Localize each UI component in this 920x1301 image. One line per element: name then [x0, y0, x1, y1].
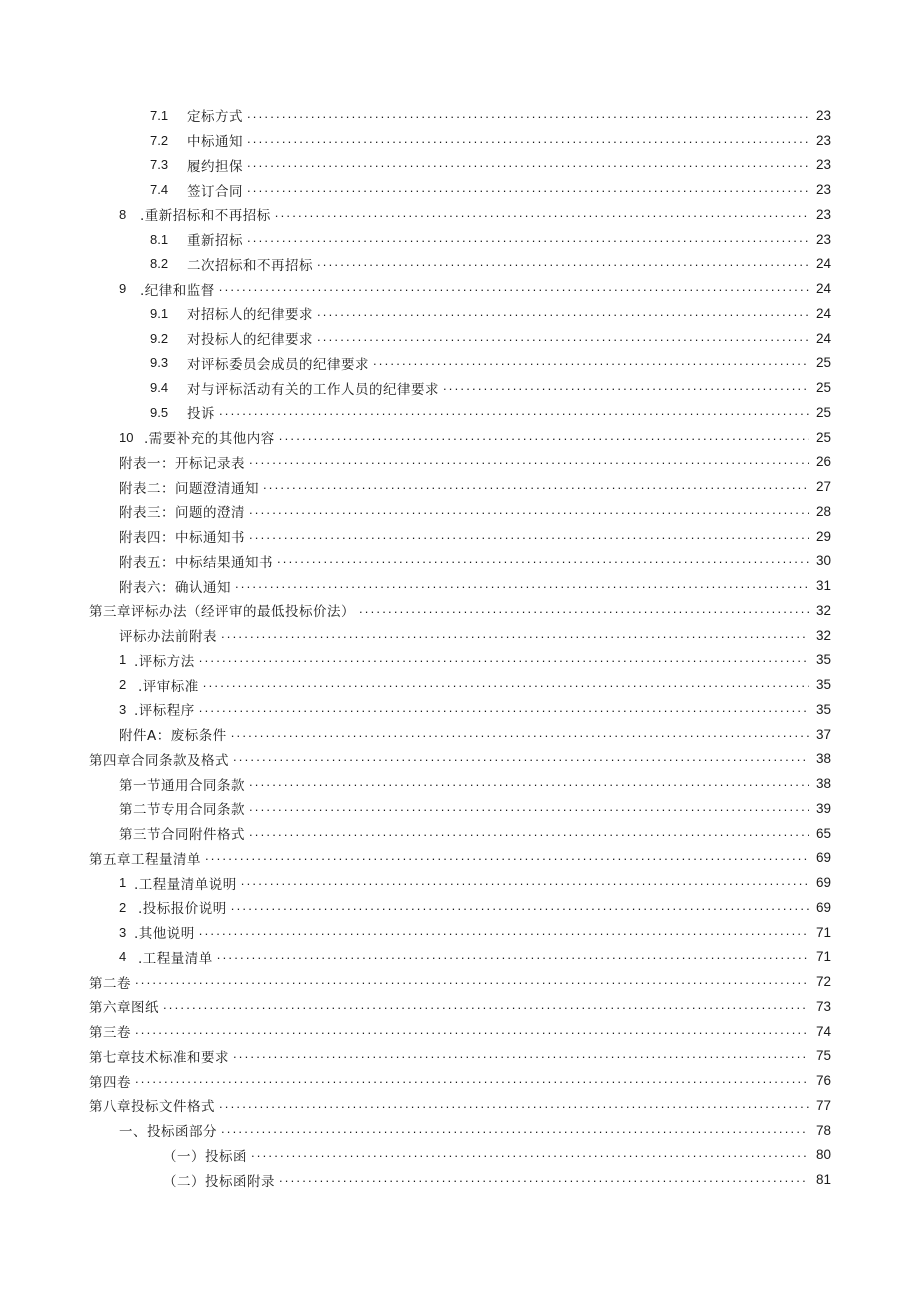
dot-leader [233, 1046, 809, 1061]
toc-entry-number: 4 [119, 949, 127, 965]
toc-entry-page-number: 77 [815, 1097, 831, 1113]
toc-entry-title: .评标方法 [134, 653, 195, 670]
dot-leader [205, 848, 809, 863]
toc-entry-title: 定标方式 [187, 109, 243, 126]
toc-entry-title: 附表六：确认通知 [119, 579, 231, 596]
toc-entry-number: 9 [119, 281, 127, 297]
dot-leader [249, 774, 809, 789]
toc-entry[interactable] [0, 920, 920, 945]
toc-entry-number: 7.3 [150, 157, 169, 173]
toc-entry-number: 8 [119, 206, 127, 222]
toc-entry-title: .工程量清单 [138, 950, 213, 967]
toc-entry[interactable] [0, 128, 920, 153]
toc-entry-title: 第四卷 [89, 1074, 131, 1091]
toc-entry[interactable] [0, 1019, 920, 1044]
toc-entry-title: .需要补充的其他内容 [144, 431, 275, 448]
toc-entry-title: 附件A：废标条件 [119, 728, 227, 745]
toc-entry-title: 第二节专用合同条款 [119, 802, 245, 819]
dot-leader [443, 378, 809, 393]
dot-leader [203, 675, 809, 690]
toc-entry[interactable] [0, 153, 920, 178]
toc-entry-page-number: 73 [815, 998, 831, 1014]
toc-entry[interactable] [0, 1167, 920, 1192]
toc-entry-page-number: 80 [815, 1147, 831, 1163]
toc-entry-title: 评标办法前附表 [119, 629, 217, 646]
toc-entry-number: 8.2 [150, 256, 169, 272]
toc-entry[interactable] [0, 202, 920, 227]
toc-entry[interactable] [0, 549, 920, 574]
dot-leader [247, 131, 809, 146]
dot-leader [249, 824, 809, 839]
dot-leader [247, 180, 809, 195]
toc-entry[interactable] [0, 227, 920, 252]
toc-entry-page-number: 75 [815, 1048, 831, 1064]
toc-entry-page-number: 23 [815, 182, 831, 198]
toc-entry[interactable] [0, 994, 920, 1019]
toc-entry[interactable] [0, 351, 920, 376]
toc-entry-number: 9.5 [150, 404, 169, 420]
toc-entry-number: 10 [119, 429, 134, 445]
toc-entry-title: .评标程序 [134, 703, 195, 720]
toc-entry-page-number: 23 [815, 206, 831, 222]
dot-leader [249, 799, 809, 814]
dot-leader [277, 551, 809, 566]
toc-entry-title: 对与评标活动有关的工作人员的纪律要求 [187, 381, 439, 398]
toc-entry-title: 第七章技术标准和要求 [89, 1049, 229, 1066]
toc-entry-title: 第三章评标办法（经评审的最低投标价法） [89, 604, 355, 621]
toc-entry[interactable] [0, 722, 920, 747]
toc-entry-number: 9.4 [150, 380, 169, 396]
toc-entry-title: 第六章图纸 [89, 1000, 159, 1017]
toc-entry-page-number: 32 [815, 627, 831, 643]
toc-entry-number: 7.4 [150, 182, 169, 198]
toc-entry-title: .重新招标和不再招标 [140, 208, 271, 225]
toc-entry-title: 附表三：问题的澄清 [119, 505, 245, 522]
dot-leader [219, 279, 809, 294]
toc-entry-title: 第二卷 [89, 975, 131, 992]
toc-entry-page-number: 32 [815, 602, 831, 618]
dot-leader [279, 428, 809, 443]
toc-entry-page-number: 30 [815, 553, 831, 569]
dot-leader [199, 923, 809, 938]
toc-entry-page-number: 38 [815, 776, 831, 792]
dot-leader [135, 1071, 809, 1086]
dot-leader [219, 1096, 809, 1111]
toc-entry-number: 9.1 [150, 305, 169, 321]
toc-entry-page-number: 65 [815, 825, 831, 841]
toc-entry-title: 第三节合同附件格式 [119, 827, 245, 844]
toc-entry-title: 第五章工程量清单 [89, 851, 201, 868]
dot-leader [317, 304, 809, 319]
dot-leader [221, 1121, 809, 1136]
dot-leader [373, 353, 809, 368]
dot-leader [317, 254, 809, 269]
toc-entry-title: .工程量清单说明 [134, 876, 237, 893]
toc-entry-page-number: 71 [815, 949, 831, 965]
toc-entry-page-number: 35 [815, 652, 831, 668]
dot-leader [247, 155, 809, 170]
dot-leader [231, 898, 809, 913]
toc-entry-page-number: 25 [815, 429, 831, 445]
toc-entry[interactable] [0, 1044, 920, 1069]
toc-entry[interactable] [0, 895, 920, 920]
toc-entry-number: 2 [119, 899, 127, 915]
toc-entry[interactable] [0, 598, 920, 623]
toc-entry[interactable] [0, 499, 920, 524]
toc-entry-page-number: 29 [815, 528, 831, 544]
toc-entry-page-number: 81 [815, 1172, 831, 1188]
toc-entry-title: 二次招标和不再招标 [187, 257, 313, 274]
toc-entry-number: 7.1 [150, 107, 169, 123]
toc-entry-page-number: 24 [815, 281, 831, 297]
table-of-contents [0, 103, 920, 1192]
toc-entry-page-number: 23 [815, 231, 831, 247]
toc-entry-page-number: 69 [815, 875, 831, 891]
toc-entry-number: 2 [119, 677, 127, 693]
toc-entry-title: 第八章投标文件格式 [89, 1099, 215, 1116]
toc-entry-page-number: 24 [815, 330, 831, 346]
toc-entry-page-number: 74 [815, 1023, 831, 1039]
toc-entry[interactable] [0, 474, 920, 499]
toc-entry-page-number: 72 [815, 974, 831, 990]
dot-leader [249, 502, 809, 517]
toc-entry[interactable] [0, 969, 920, 994]
toc-entry[interactable] [0, 573, 920, 598]
toc-entry-page-number: 35 [815, 677, 831, 693]
toc-entry-page-number: 24 [815, 256, 831, 272]
toc-entry-number: 1 [119, 875, 127, 891]
toc-entry-title: 签订合同 [187, 183, 243, 200]
dot-leader [217, 947, 809, 962]
toc-entry[interactable] [0, 945, 920, 970]
toc-entry-title: .评审标准 [138, 678, 199, 695]
toc-entry-title: 对招标人的纪律要求 [187, 307, 313, 324]
toc-entry-title: 第三卷 [89, 1025, 131, 1042]
dot-leader [221, 626, 809, 641]
toc-entry-title: 对评标委员会成员的纪律要求 [187, 356, 369, 373]
toc-entry-page-number: 28 [815, 503, 831, 519]
toc-entry-number: 7.2 [150, 132, 169, 148]
toc-entry-title: 一、投标函部分 [119, 1124, 217, 1141]
toc-entry-page-number: 69 [815, 899, 831, 915]
dot-leader [247, 106, 809, 121]
toc-entry-title: 第一节通用合同条款 [119, 777, 245, 794]
dot-leader [275, 205, 809, 220]
toc-entry-page-number: 78 [815, 1122, 831, 1138]
dot-leader [251, 1145, 809, 1160]
toc-entry-page-number: 24 [815, 305, 831, 321]
toc-entry-title: .其他说明 [134, 926, 195, 943]
toc-entry[interactable] [0, 747, 920, 772]
toc-entry-page-number: 37 [815, 726, 831, 742]
toc-entry[interactable] [0, 103, 920, 128]
toc-entry-page-number: 25 [815, 355, 831, 371]
toc-entry-number: 9.3 [150, 355, 169, 371]
toc-entry[interactable] [0, 1118, 920, 1143]
toc-entry-title: 履约担保 [187, 158, 243, 175]
toc-entry-title: 附表一：开标记录表 [119, 455, 245, 472]
toc-entry-title: （二）投标函附录 [163, 1173, 275, 1190]
toc-entry-title: 对投标人的纪律要求 [187, 332, 313, 349]
toc-entry[interactable] [0, 524, 920, 549]
dot-leader [235, 576, 809, 591]
toc-entry-number: 8.1 [150, 231, 169, 247]
toc-entry-page-number: 76 [815, 1073, 831, 1089]
dot-leader [163, 997, 809, 1012]
dot-leader [199, 700, 809, 715]
toc-entry-number: 9.2 [150, 330, 169, 346]
toc-entry-page-number: 27 [815, 479, 831, 495]
toc-entry[interactable] [0, 771, 920, 796]
dot-leader [241, 873, 809, 888]
toc-entry-title: 重新招标 [187, 233, 243, 250]
toc-entry-page-number: 38 [815, 751, 831, 767]
toc-entry-title: 附表四：中标通知书 [119, 530, 245, 547]
dot-leader [247, 230, 809, 245]
toc-entry[interactable] [0, 326, 920, 351]
toc-entry[interactable] [0, 450, 920, 475]
toc-entry-page-number: 23 [815, 157, 831, 173]
toc-entry-title: 第四章合同条款及格式 [89, 752, 229, 769]
toc-entry[interactable] [0, 252, 920, 277]
dot-leader [263, 477, 809, 492]
toc-entry-page-number: 69 [815, 850, 831, 866]
toc-entry-title: .投标报价说明 [138, 901, 227, 918]
toc-entry[interactable] [0, 697, 920, 722]
toc-entry-number: 3 [119, 924, 127, 940]
toc-entry[interactable] [0, 177, 920, 202]
toc-entry-page-number: 31 [815, 578, 831, 594]
toc-entry[interactable] [0, 425, 920, 450]
toc-entry-number: 1 [119, 652, 127, 668]
toc-entry-page-number: 35 [815, 701, 831, 717]
toc-entry-number: 3 [119, 701, 127, 717]
dot-leader [231, 725, 809, 740]
toc-entry-title: 投诉 [187, 406, 215, 423]
toc-entry[interactable] [0, 1093, 920, 1118]
dot-leader [199, 650, 809, 665]
toc-entry[interactable] [0, 672, 920, 697]
dot-leader [359, 601, 809, 616]
toc-entry[interactable] [0, 375, 920, 400]
toc-entry[interactable] [0, 276, 920, 301]
toc-entry[interactable] [0, 796, 920, 821]
toc-entry-page-number: 39 [815, 800, 831, 816]
dot-leader [135, 972, 809, 987]
toc-entry[interactable] [0, 1068, 920, 1093]
toc-entry[interactable] [0, 870, 920, 895]
toc-entry-title: 附表五：中标结果通知书 [119, 554, 273, 571]
toc-entry[interactable] [0, 301, 920, 326]
dot-leader [233, 749, 809, 764]
toc-entry[interactable] [0, 648, 920, 673]
dot-leader [279, 1170, 809, 1185]
toc-entry-page-number: 25 [815, 404, 831, 420]
toc-entry-page-number: 25 [815, 380, 831, 396]
toc-entry-title: 附表二：问题澄清通知 [119, 480, 259, 497]
toc-entry-title: 中标通知 [187, 134, 243, 151]
toc-entry-page-number: 26 [815, 454, 831, 470]
dot-leader [249, 527, 809, 542]
toc-entry-title: .纪律和监督 [140, 282, 215, 299]
toc-entry-page-number: 71 [815, 924, 831, 940]
dot-leader [317, 329, 809, 344]
toc-entry[interactable] [0, 623, 920, 648]
toc-entry-page-number: 23 [815, 132, 831, 148]
toc-entry[interactable] [0, 400, 920, 425]
toc-entry[interactable] [0, 1143, 920, 1168]
dot-leader [135, 1022, 809, 1037]
toc-entry[interactable] [0, 846, 920, 871]
toc-entry-page-number: 23 [815, 107, 831, 123]
toc-entry-title: （一）投标函 [163, 1148, 247, 1165]
dot-leader [249, 452, 809, 467]
dot-leader [219, 403, 809, 418]
toc-entry[interactable] [0, 821, 920, 846]
